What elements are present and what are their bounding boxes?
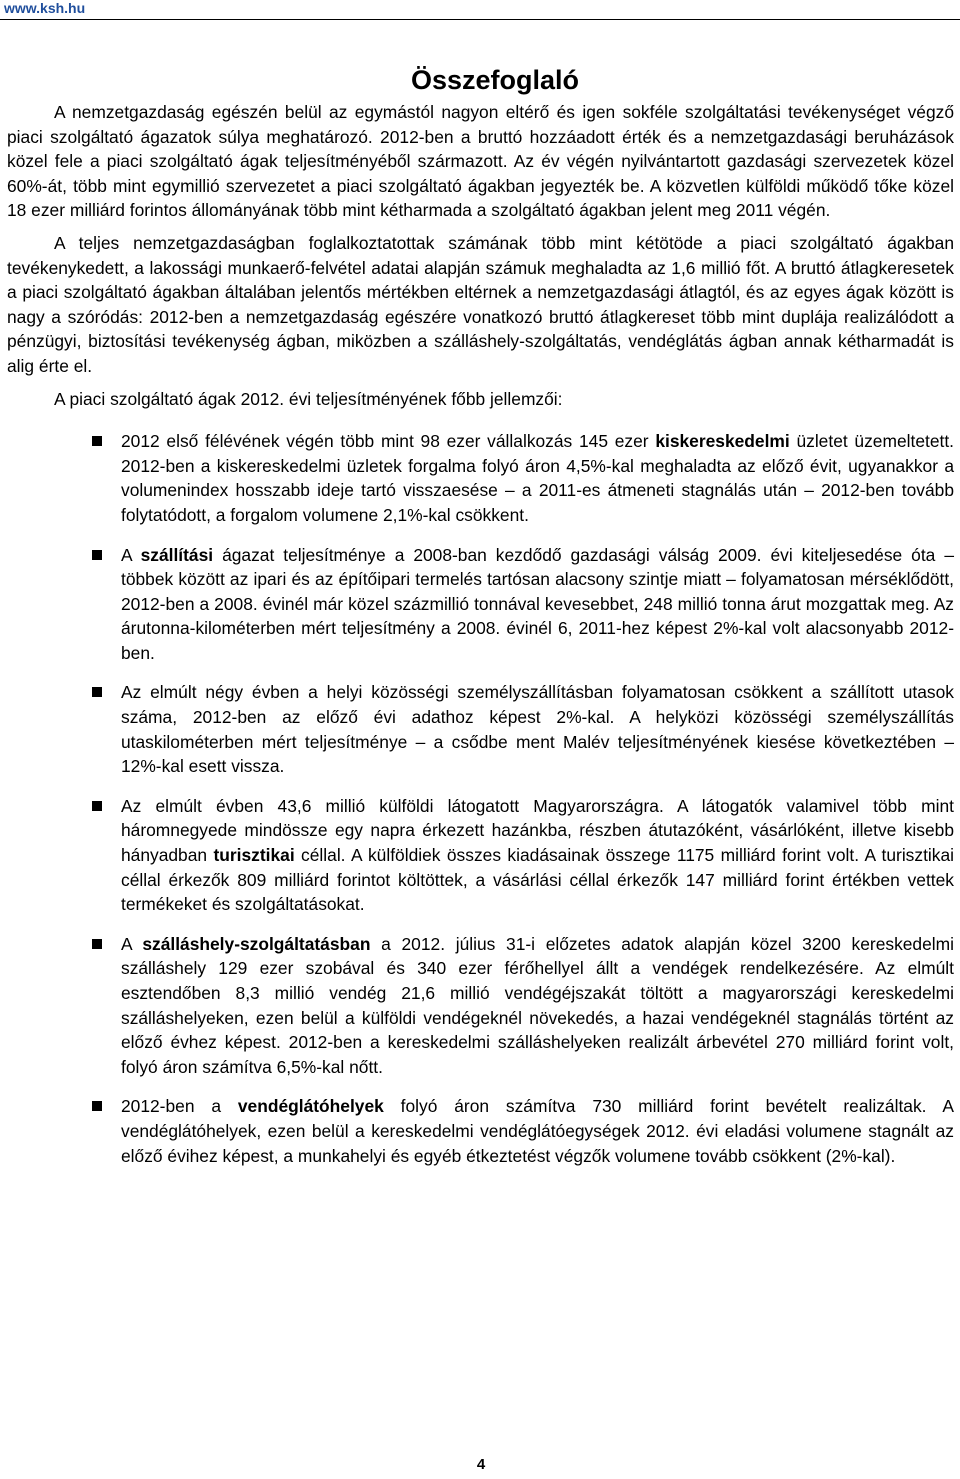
list-item-text: a 2012. július 31-i előzetes adatok alapján közel 3200 kereskedelmi szálláshely 129 ezer szobával és 340 ezer férőhellyel állt a vendégek rendelkezésére. Az elmúlt esztendőben 8,3 millió vendég 21,6 millió vendégéjszakát töltött a magyarországi kereskedelmi szálláshelyeken, ezen belül a külföldi vendégeknél növekedés, a hazai vendégeknél stagnálás történt az előző évhez képest. 2012-ben a kereskedelmi szálláshelyeken realizált árbevétel 270 milliárd forint volt, folyó áron számítva 6,5%-kal nőtt. bbox=[121, 933, 954, 1077]
document-body bbox=[7, 100, 954, 1168]
paragraph-intro: A nemzetgazdaság egészén belül az egymástól nagyon eltérő és igen sokféle szolgáltatási tevékenységet végző piaci szolgáltató ágazatok súlya meghatározó. 2012-ben a bruttó hozzáadott érték és a nemzetgazdasági beruházások közel fele a piaci szolgáltató ágak teljesítményéből származott. Az év végén nyilvántartott gazdasági szervezetek közel 60%-át, több mint egymillió szervezetet a piaci szolgáltató ágakban jegyezték be. A közvetlen külföldi működő tőke közel 18 ezer milliárd forintos állományának több mint kétharmada a szolgáltató ágakban jelent meg 2011 végén. bbox=[7, 102, 954, 221]
site-url[interactable]: www.ksh.hu bbox=[4, 0, 86, 16]
square-bullet-icon bbox=[92, 550, 102, 560]
highlights-list bbox=[7, 429, 954, 1168]
bullet-list-lead: A piaci szolgáltató ágak 2012. évi teljesítményének főbb jellemzői: bbox=[54, 388, 563, 409]
list-item-text: A bbox=[121, 544, 141, 565]
list-item-tourism bbox=[7, 794, 954, 917]
list-item-freight bbox=[7, 543, 954, 666]
list-item-text: 2012 első félévének végén több mint 98 ezer vállalkozás 145 ezer bbox=[121, 431, 656, 452]
list-item-emphasis: szálláshely-szolgáltatásban bbox=[142, 933, 371, 954]
list-item-emphasis: turisztikai bbox=[213, 845, 295, 866]
list-item-emphasis: vendéglátóhelyek bbox=[237, 1096, 384, 1117]
paragraph-employment: A teljes nemzetgazdaságban foglalkoztatottak számának több mint kétötöde a piaci szolgáltató ágakban tevékenykedett, a lakossági munkaerő-felvétel adatai alapján számuk meghaladta az 1,6 millió főt. A bruttó átlagkeresetek a piaci szolgáltató ágakban általában jelentős mértékben eltérnek a nemzetgazdasági átlagtól, és az egyes ágak között is nagy a szóródás: 2012-ben a nemzetgazdaság egészére vonatkozó bruttó átlagkereset több mint duplája realizálódott a pénzügyi, biztosítási tevékenység ágban, miközben a szálláshely-szolgáltatás, vendéglátás ágban annak kétharmadát is alig érte el. bbox=[7, 232, 954, 376]
list-item-text: céllal. A külföldiek összes kiadásainak összege 1175 milliárd forint volt. A turisztikai céllal érkezők 809 milliárd forintot költöttek, a vásárlási céllal érkezők 147 milliárd forint értékben vettek termékeket és szolgáltatásokat. bbox=[121, 845, 954, 915]
square-bullet-icon bbox=[92, 939, 102, 949]
list-item-emphasis: szállítási bbox=[140, 544, 214, 565]
header-divider bbox=[0, 19, 960, 20]
page-title: Összefoglaló bbox=[410, 65, 580, 96]
list-item-catering bbox=[7, 1094, 954, 1168]
list-item-emphasis: kiskereskedelmi bbox=[655, 431, 790, 452]
list-item-text: A bbox=[121, 933, 143, 954]
square-bullet-icon bbox=[92, 436, 102, 446]
list-item-passenger-transport bbox=[7, 680, 954, 778]
list-item-text: 2012-ben a bbox=[121, 1096, 238, 1117]
page-number: 4 bbox=[476, 1456, 486, 1473]
list-item-retail bbox=[7, 429, 954, 527]
square-bullet-icon bbox=[92, 801, 102, 811]
list-item-text: Az elmúlt négy évben a helyi közösségi személyszállításban folyamatosan csökkent a szállított utasok száma, 2012-ben az előző évi adathoz képest 2%-kal. A helyközi közösségi személyszállítás utaskilométerben mért teljesítménye – a csődbe ment Malév teljesítményének kiesése következtében – 12%-kal esett vissza. bbox=[121, 682, 954, 777]
square-bullet-icon bbox=[92, 687, 102, 697]
list-item-text: ágazat teljesítménye a 2008-ban kezdődő gazdasági válság 2009. évi kiteljesedése óta – többek között az ipari és az építőipari termelés tartósan alacsony szintje miatt – folyamatosan mérséklődött, 2012-ben a 2008. évinél már közel százmillió tonnával kevesebbet, 248 millió tonna árut mozgattak meg. Az árutonna-kilométerben mért teljesítmény a 2008. évinél 6, 2011-hez képest 2%-kal volt alacsonyabb 2012-ben. bbox=[121, 544, 954, 663]
square-bullet-icon bbox=[92, 1101, 102, 1111]
list-item-text: Az elmúlt évben 43,6 millió külföldi látogatott Magyarországra. A látogatók valamivel több mint háromnegyede mindössze egy napra érkezett hazánkba, részben átutazóként, vásárlóként, illetve kisebb hányadban bbox=[121, 795, 954, 866]
list-item-text: folyó áron számítva 730 milliárd forint bevételt realizáltak. A vendéglátóhelyek, ezen belül a kereskedelmi vendéglátóegységek 2012. évi eladási volumene stagnált az előző évihez képest, a munkahelyi és egyéb étkeztetést végzők volumene tovább csökkent (2%-kal). bbox=[121, 1096, 954, 1166]
list-item-text: üzletet üzemeltetett. 2012-ben a kiskereskedelmi üzletek forgalma folyó áron 4,5%-kal meghaladta az előző évit, ugyanakkor a volumenindex hosszabb ideje tartó visszaesése – a 2011-es átmeneti stagnálás után – 2012-ben tovább folytatódott, a forgalom volumene 2,1%-kal csökkent. bbox=[121, 431, 954, 525]
list-item-accommodation bbox=[7, 932, 954, 1080]
